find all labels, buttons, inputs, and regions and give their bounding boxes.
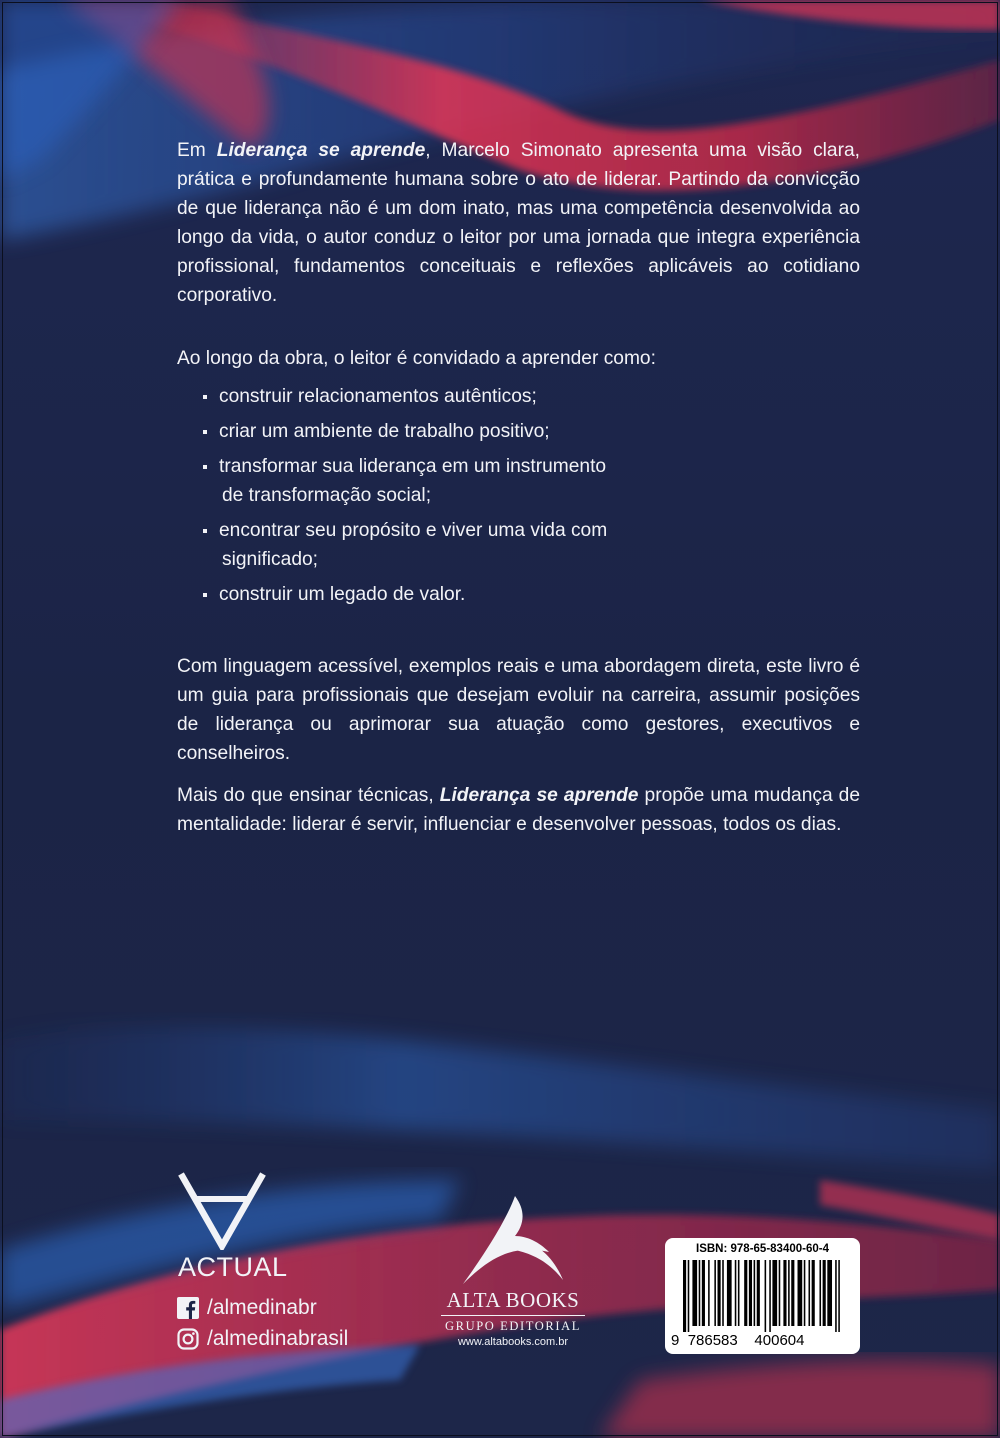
synopsis-paragraph-3: Com linguagem acessível, exemplos reais e uma abordagem direta, este livro é um guia para profissionais que desejam evoluir na carreira, assumir posições de liderança ou aprimorar sua atuação como gestores, executivos e conselheiros. [177, 656, 860, 764]
synopsis-paragraph-2: Ao longo da obra, o leitor é convidado a aprender como: [177, 348, 656, 369]
facebook-handle[interactable]: /almedinabr [177, 1296, 317, 1320]
barcode-bar [749, 1260, 752, 1326]
barcode-bar [812, 1260, 815, 1326]
alta-books-subtitle: GRUPO EDITORIAL [445, 1319, 581, 1333]
barcode-bar [779, 1260, 781, 1326]
barcode-bar [827, 1260, 832, 1326]
barcode-bar [835, 1260, 837, 1332]
barcode-bar [714, 1260, 716, 1326]
alta-books-peak-icon [463, 1196, 563, 1286]
barcode-bar [757, 1260, 760, 1326]
isbn-label: ISBN: 978-65-83400-60-4 [696, 1243, 829, 1255]
barcode-bar [702, 1260, 705, 1326]
barcode-bar [722, 1260, 724, 1326]
barcode-bar [688, 1260, 690, 1332]
barcode-bar [727, 1260, 732, 1326]
alta-books-logo [438, 1196, 588, 1348]
book-title-inline: Liderança se aprende [439, 785, 639, 806]
barcode-bar [699, 1260, 701, 1326]
barcode-bar [798, 1260, 803, 1326]
alta-books-wordmark: ALTA BOOKS [446, 1288, 580, 1312]
barcode-bar [819, 1260, 821, 1326]
barcode-bar [823, 1260, 826, 1326]
barcode-bar [718, 1260, 721, 1326]
barcode-bar [804, 1260, 806, 1326]
barcode-bar [692, 1260, 697, 1326]
list-item: transformar sua liderança em um instrumento de transformação social; [177, 452, 860, 510]
barcode [683, 1260, 843, 1332]
isbn-barcode-box [665, 1238, 860, 1354]
barcode-bar [754, 1260, 756, 1326]
barcode-digits: 9 786583 400604 [671, 1332, 805, 1349]
alta-books-website[interactable]: www.altabooks.com.br [457, 1336, 569, 1348]
book-title-inline: Liderança se aprende [216, 140, 426, 161]
barcode-bar [783, 1260, 786, 1326]
actual-logo [178, 1172, 288, 1283]
instagram-icon [177, 1328, 199, 1350]
facebook-icon [177, 1297, 199, 1319]
barcode-bar [683, 1260, 686, 1332]
barcode-bar [735, 1260, 737, 1326]
barcode-bar [708, 1260, 710, 1326]
bullet-icon [203, 430, 207, 434]
synopsis-paragraph-4: Mais do que ensinar técnicas, Liderança se aprende propõe uma mudança de mentalidade: liderar é servir, influenciar e desenvolver pessoas, todos os dias. [177, 785, 861, 835]
actual-a-icon [178, 1172, 266, 1250]
barcode-bar [738, 1260, 740, 1326]
list-item: construir um legado de valor. [177, 580, 860, 609]
learning-list [177, 382, 860, 609]
barcode-bar [808, 1260, 810, 1326]
bullet-icon [203, 593, 207, 597]
barcode-bar [769, 1260, 771, 1332]
list-item: encontrar seu propósito e viver uma vida com significado; [177, 516, 860, 574]
actual-wordmark: ACTUAL [178, 1252, 288, 1282]
bullet-icon [203, 395, 207, 399]
barcode-bar [744, 1260, 747, 1326]
list-item: construir relacionamentos autênticos; [177, 382, 860, 411]
barcode-bar [772, 1260, 777, 1326]
barcode-bar [791, 1260, 794, 1326]
bullet-icon [203, 529, 207, 533]
barcode-bar [838, 1260, 840, 1332]
synopsis [177, 136, 860, 839]
synopsis-paragraph-1: Em Liderança se aprende, Marcelo Simonato apresenta uma visão clara, prática e profundamente humana sobre o ato de liderar. Partindo da convicção de que liderança não é um dom inato, mas uma competência desenvolvida ao longo da vida, o autor conduz o leitor por uma jornada que integra experiência profissional, fundamentos conceituais e reflexões aplicáveis ao cotidiano corporativo. [177, 140, 860, 306]
divider [441, 1315, 585, 1316]
instagram-handle[interactable]: /almedinabrasil [177, 1327, 348, 1351]
barcode-bar [788, 1260, 790, 1326]
list-item: criar um ambiente de trabalho positivo; [177, 417, 860, 446]
bullet-icon [203, 465, 207, 469]
barcode-bar [765, 1260, 767, 1332]
